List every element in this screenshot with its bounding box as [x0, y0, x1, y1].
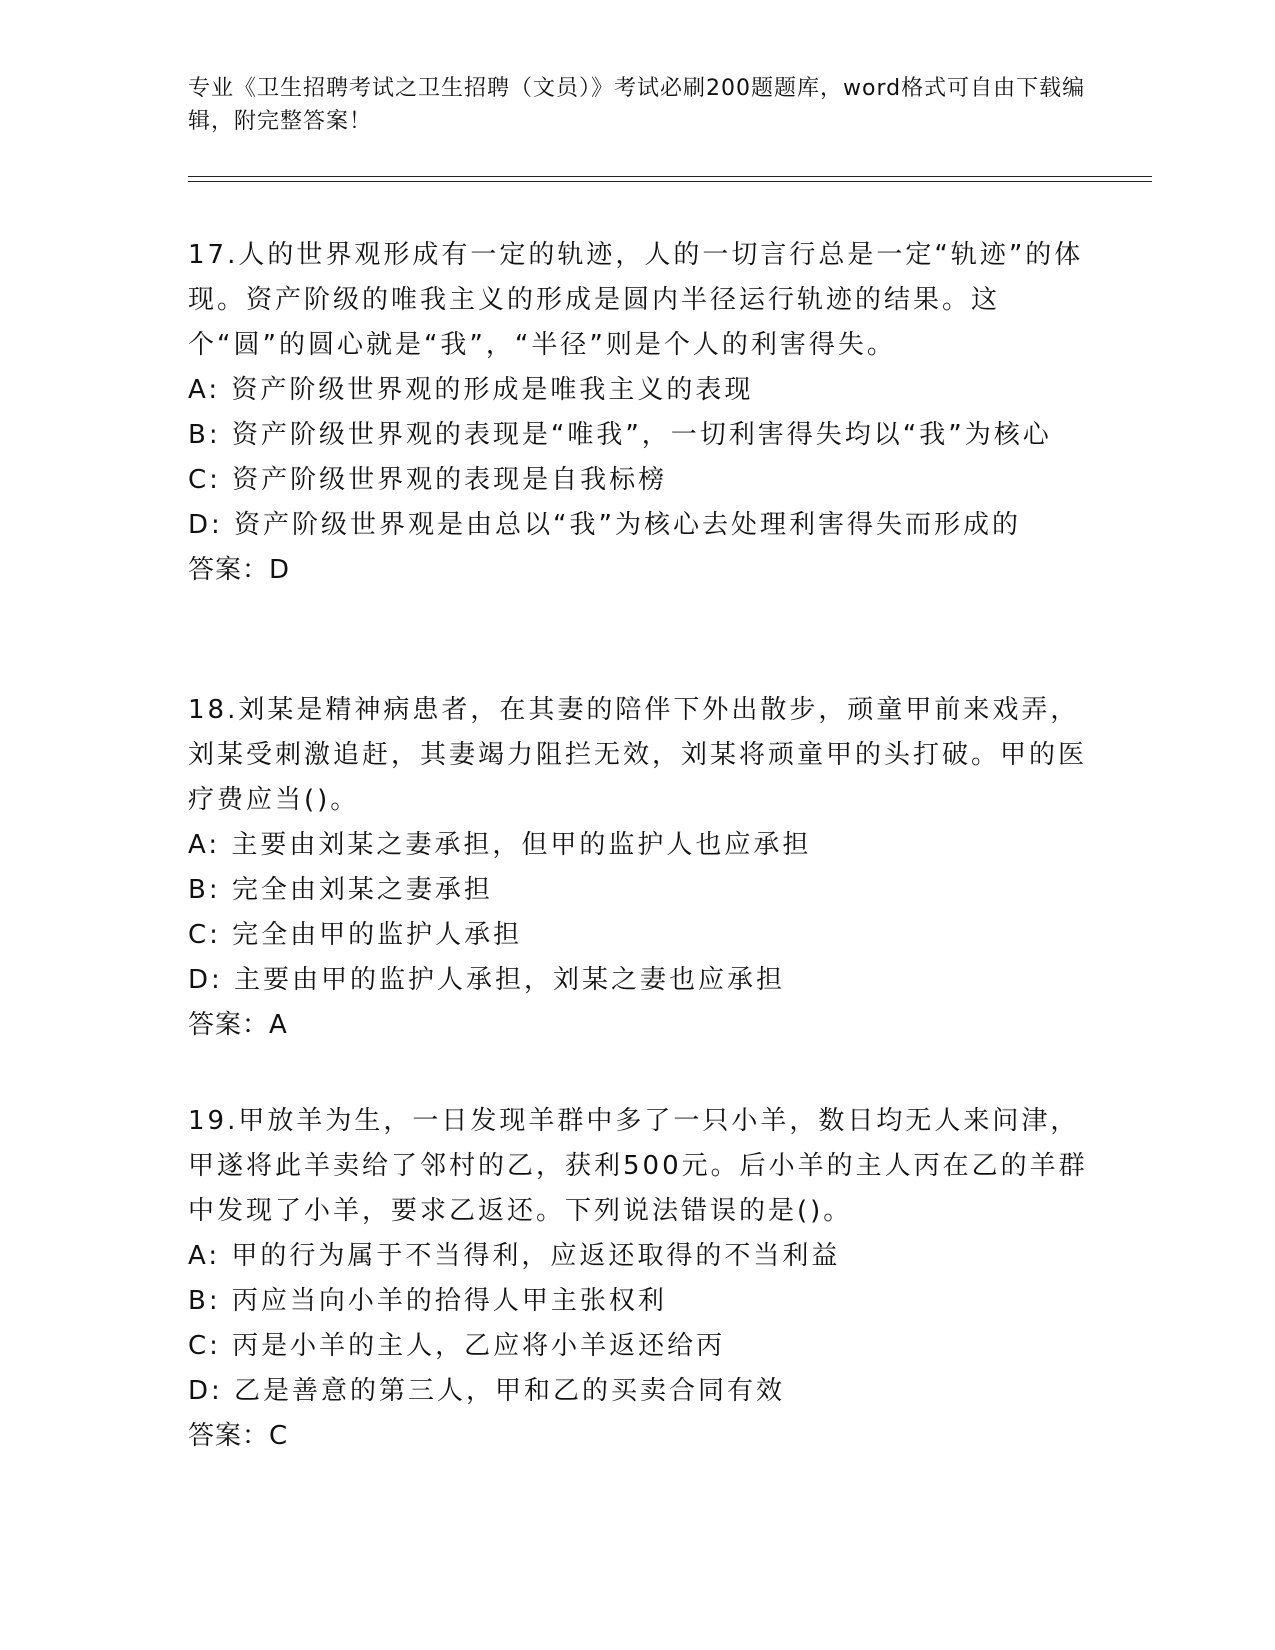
question-18	[188, 688, 1088, 1048]
option-c: C: 完全由甲的监护人承担	[188, 920, 523, 950]
document-header: 专业《卫生招聘考试之卫生招聘（文员）》考试必刷200题题库，word格式可自由下载编辑，附完整答案！	[188, 76, 1086, 134]
question-stem: 19.甲放羊为生，一日发现羊群中多了一只小羊，数日均无人来问津，甲遂将此羊卖给了邻村的乙，获利500元。后小羊的主人丙在乙的羊群中发现了小羊，要求乙返还。下列说法错误的是()。	[188, 1106, 1088, 1226]
option-a: A: 主要由刘某之妻承担，但甲的监护人也应承担	[188, 830, 812, 860]
option-b: B: 丙应当向小羊的拾得人甲主张权利	[188, 1286, 667, 1316]
answer: 答案：A	[188, 1010, 288, 1040]
question-stem: 17.人的世界观形成有一定的轨迹，人的一切言行总是一定“轨迹”的体现。资产阶级的唯我主义的形成是圆内半径运行轨迹的结果。这个“圆”的圆心就是“我”，“半径”则是个人的利害得失。	[188, 240, 1084, 360]
answer: 答案：D	[188, 555, 291, 585]
option-a: A: 甲的行为属于不当得利，应返还取得的不当利益	[188, 1241, 841, 1271]
option-a: A: 资产阶级世界观的形成是唯我主义的表现	[188, 375, 754, 405]
option-b: B: 完全由刘某之妻承担	[188, 875, 493, 905]
answer: 答案：C	[188, 1421, 289, 1451]
option-b: B: 资产阶级世界观的表现是“唯我”，一切利害得失均以“我”为核心	[188, 420, 1052, 450]
header-divider-bottom	[188, 181, 1152, 182]
question-17	[188, 233, 1088, 593]
option-c: C: 资产阶级世界观的表现是自我标榜	[188, 465, 668, 495]
option-d: D: 主要由甲的监护人承担，刘某之妻也应承担	[188, 965, 786, 995]
option-d: D: 资产阶级世界观是由总以“我”为核心去处理利害得失而形成的	[188, 510, 1021, 540]
header-divider-top	[188, 176, 1152, 177]
option-c: C: 丙是小羊的主人，乙应将小羊返还给丙	[188, 1331, 726, 1361]
question-stem: 18.刘某是精神病患者，在其妻的陪伴下外出散步，顽童甲前来戏弄，刘某受刺激追赶，其妻竭力阻拦无效，刘某将顽童甲的头打破。甲的医疗费应当()。	[188, 695, 1088, 815]
option-d: D: 乙是善意的第三人，甲和乙的买卖合同有效	[188, 1376, 786, 1406]
question-19	[188, 1099, 1088, 1459]
